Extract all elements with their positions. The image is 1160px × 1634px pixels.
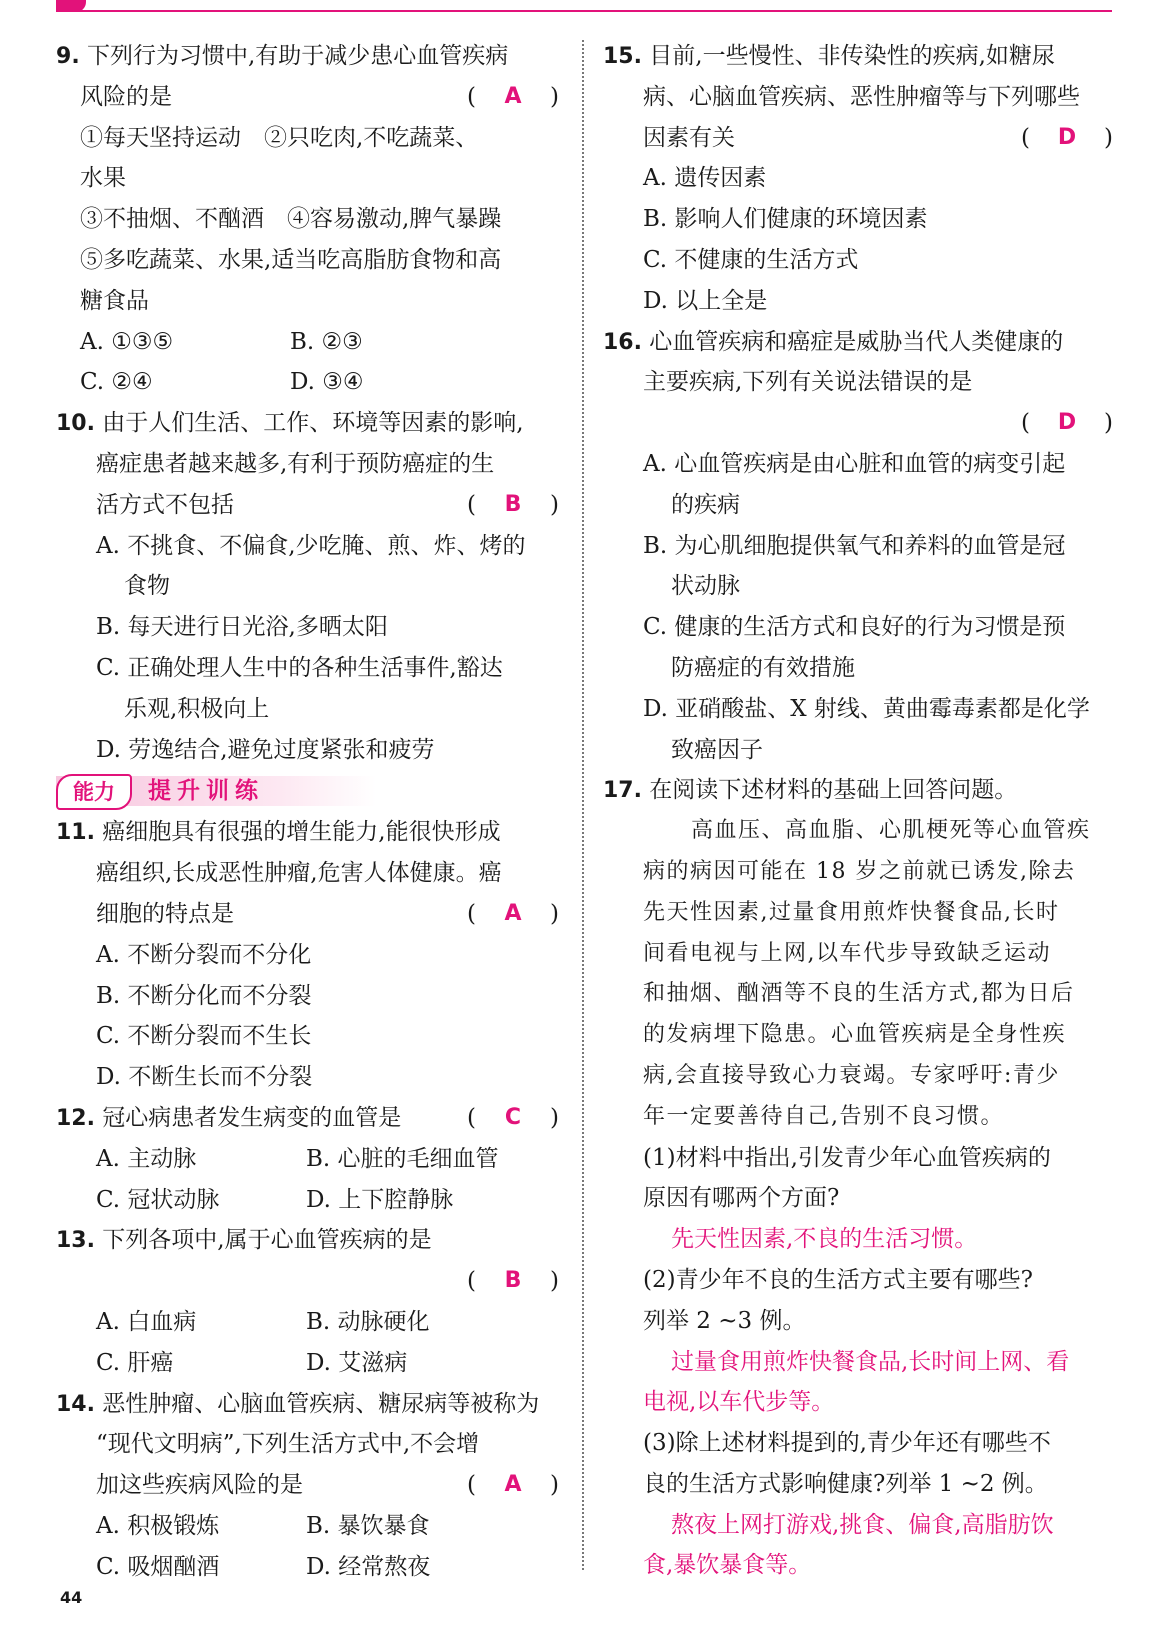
option-a: A. 遗传因素 (643, 165, 767, 192)
option-a: A. 不断分裂而不分化 (96, 941, 312, 968)
option-d: D. ③④ (290, 369, 364, 396)
option-c: C. 正确处理人生中的各种生活事件,豁达 (96, 654, 503, 681)
list-item: ⑤多吃蔬菜、水果,适当吃高脂肪食物和高 (80, 246, 502, 273)
header-rule (56, 10, 1112, 12)
answer-bracket: ( A ) (467, 1465, 559, 1506)
sub-answer-1: 先天性因素,不良的生活习惯。 (671, 1226, 978, 1253)
question-11: 11. 癌细胞具有很强的增生能力,能很快形成 癌组织,长成恶性肿瘤,危害人体健康。癌 细胞的特点是 ( A ) A. 不断分裂而不分化 B. 不断分化而不分裂 C. 不断分裂而不生长 D. 不断生长而不分裂 (56, 812, 559, 1098)
answer: D (1057, 410, 1077, 436)
question-text: 加这些疾病风险的是 (96, 1472, 303, 1499)
sub-question-3-cont: 良的生活方式影响健康?列举 1 ~2 例。 (643, 1470, 1048, 1497)
answer: A (504, 900, 522, 926)
option-a: A. 心血管疾病是由心脏和血管的病变引起 (643, 450, 1066, 477)
question-text: 因素有关 (643, 124, 735, 151)
answer-bracket: ( B ) (467, 485, 559, 526)
option-a: A. 白血病 (96, 1308, 197, 1335)
list-item: 糖食品 (80, 287, 149, 314)
answer: A (504, 83, 522, 109)
question-number: 15 (603, 44, 634, 69)
option-c: C. 肝癌 (96, 1349, 174, 1376)
option-a: A. 不挑食、不偏食,少吃腌、煎、炸、烤的 (96, 532, 526, 559)
answer-bracket: ( D ) (1021, 118, 1113, 159)
question-number: 12 (56, 1105, 87, 1131)
option-d: D. 艾滋病 (306, 1349, 408, 1376)
question-16: 16. 心血管疾病和癌症是威胁当代人类健康的 主要疾病,下列有关说法错误的是 ( D ) A. 心血管疾病是由心脏和血管的病变引起 的疾病 B. 为心肌细胞提供氧气和养料的血管是冠 状动脉 C. 健康的生活方式和良好的行为习惯是预 防癌症的有效措施 D. 亚硝酸盐、X 射线、黄曲霉毒素都是化学 致癌因子 (603, 322, 1113, 771)
question-text: 下列行为习惯中,有助于减少患心血管疾病 (86, 43, 509, 69)
question-text: 风险的是 (80, 83, 172, 110)
list-item: ①每天坚持运动 ②只吃肉,不吃蔬菜、 (80, 124, 479, 151)
option-c: C. 不健康的生活方式 (643, 246, 859, 273)
right-column (603, 36, 1113, 1586)
question-15: 15. 目前,一些慢性、非传染性的疾病,如糖尿 病、心脑血管疾病、恶性肿瘤等与下列哪些 因素有关 ( D ) A. 遗传因素 B. 影响人们健康的环境因素 C. 不健康的生活方式 D. 以上全是 (603, 36, 1113, 322)
question-text: 目前,一些慢性、非传染性的疾病,如糖尿 (649, 43, 1055, 69)
question-text: 主要疾病,下列有关说法错误的是 (643, 369, 973, 396)
answer-bracket: ( A ) (467, 77, 559, 118)
question-text: 在阅读下述材料的基础上回答问题。 (649, 777, 1018, 804)
answer: B (504, 491, 522, 517)
question-text: 下列各项中,属于心血管疾病的是 (102, 1227, 432, 1254)
sub-question-1: (1)材料中指出,引发青少年心血管疾病的 (643, 1144, 1051, 1171)
left-column (56, 36, 559, 1587)
option-d: D. 以上全是 (643, 287, 768, 314)
option-c-cont: 乐观,积极向上 (124, 695, 270, 722)
material-line: 的发病埋下隐患。心血管疾病是全身性疾 (643, 1022, 1067, 1048)
section-banner (56, 770, 559, 810)
question-text: 活方式不包括 (96, 491, 234, 518)
question-text: 细胞的特点是 (96, 900, 234, 927)
question-text: 癌细胞具有很强的增生能力,能很快形成 (102, 819, 501, 846)
question-text: 恶性肿瘤、心脑血管疾病、糖尿病等被称为 (102, 1390, 540, 1417)
sub-answer-2-cont: 电视,以车代步等。 (643, 1389, 835, 1416)
option-c: C. 吸烟酗酒 (96, 1553, 220, 1580)
answer: C (504, 1104, 522, 1130)
page-number: 44 (60, 1588, 83, 1607)
list-item: ③不抽烟、不酗酒 ④容易激动,脾气暴躁 (80, 206, 502, 233)
option-d: D. 不断生长而不分裂 (96, 1064, 313, 1091)
material-line: 和抽烟、酗酒等不良的生活方式,都为日后 (643, 981, 1075, 1007)
question-text: 心血管疾病和癌症是威胁当代人类健康的 (649, 328, 1064, 355)
option-d: D. 上下腔静脉 (306, 1186, 454, 1213)
sub-question-2-cont: 列举 2 ~3 例。 (643, 1307, 806, 1334)
sub-answer-2: 过量食用煎炸快餐食品,长时间上网、看 (671, 1348, 1070, 1375)
question-number: 13 (56, 1228, 87, 1254)
material-line: 先天性因素,过量食用煎炸快餐食品,长时 (643, 899, 1060, 925)
option-b: B. 暴饮暴食 (306, 1512, 430, 1539)
question-number: 9 (56, 44, 72, 69)
column-divider (582, 40, 584, 1570)
answer-bracket: ( A ) (467, 894, 559, 935)
question-text: 癌症患者越来越多,有利于预防癌症的生 (96, 450, 495, 477)
option-d: D. 经常熬夜 (306, 1553, 431, 1580)
option-a-cont: 的疾病 (671, 491, 740, 518)
option-d: D. 亚硝酸盐、X 射线、黄曲霉毒素都是化学 (643, 695, 1090, 722)
question-text: 由于人们生活、工作、环境等因素的影响, (102, 410, 524, 437)
option-a: A. 积极锻炼 (96, 1512, 220, 1539)
material-line: 年一定要善待自己,告别不良习惯。 (643, 1103, 1004, 1129)
question-13: 13. 下列各项中,属于心血管疾病的是 ( B ) A. 白血病 B. 动脉硬化 C. 肝癌 D. 艾滋病 (56, 1220, 559, 1383)
option-c: C. ②④ (80, 369, 153, 396)
answer: B (504, 1268, 522, 1294)
option-b: B. ②③ (290, 328, 363, 355)
option-b-cont: 状动脉 (671, 573, 740, 600)
question-number: 11 (56, 820, 87, 846)
answer: A (504, 1472, 522, 1498)
material-line: 病的病因可能在 18 岁之前就已诱发,除去 (643, 858, 1076, 884)
answer-bracket: ( D ) (1021, 403, 1113, 444)
option-a: A. 主动脉 (96, 1145, 197, 1172)
material-line: 间看电视与上网,以车代步导致缺乏运动 (643, 940, 1051, 966)
question-text: 病、心脑血管疾病、恶性肿瘤等与下列哪些 (643, 83, 1080, 110)
question-17: 17. 在阅读下述材料的基础上回答问题。 高血压、高血脂、心肌梗死等心血管疾 病的病因可能在 18 岁之前就已诱发,除去 先天性因素,过量食用煎炸快餐食品,长时 间看电视与上网,以车代步导致缺乏运动 和抽烟、酗酒等不良的生活方式,都为日后 的发病埋下隐患。心血管疾病是全身性疾 病,会直接导致心力衰竭。专家呼吁:青少 年一定要善待自己,告别不良习惯。 (1)材料中指出,引发青少年心血管疾病的 原因有哪两个方面? 先天性因素,不良的生活习惯。 (2)青少年不良的生活方式主要有哪些? 列举 2 ~3 例。 过量食用煎炸快餐食品,长时间上网、看 电视,以车代步等。 (3)除上述材料提到的,青少年还有哪些不 良的生活方式影响健康?列举 1 ~2 例。 熬夜上网打游戏,挑食、偏食,高脂肪饮 食,暴饮暴食等。 (603, 770, 1113, 1586)
question-12: 12. 冠心病患者发生病变的血管是 ( C ) A. 主动脉 B. 心脏的毛细血管 C. 冠状动脉 D. 上下腔静脉 (56, 1098, 559, 1220)
option-b: B. 每天进行日光浴,多晒太阳 (96, 614, 388, 641)
question-number: 16 (603, 329, 634, 355)
option-c: C. 不断分裂而不生长 (96, 1023, 312, 1050)
option-b: B. 动脉硬化 (306, 1308, 430, 1335)
question-text: 冠心病患者发生病变的血管是 (102, 1104, 402, 1131)
option-d-cont: 致癌因子 (671, 736, 763, 763)
option-c: C. 冠状动脉 (96, 1186, 220, 1213)
question-10: 10. 由于人们生活、工作、环境等因素的影响, 癌症患者越来越多,有利于预防癌症的生 活方式不包括 ( B ) A. 不挑食、不偏食,少吃腌、煎、炸、烤的 食物 B. 每天进行日光浴,多晒太阳 C. 正确处理人生中的各种生活事件,豁达 乐观,积极向上 D. 劳逸结合,避免过度紧张和疲劳 (56, 403, 559, 770)
answer-bracket: ( B ) (467, 1261, 559, 1302)
option-c: C. 健康的生活方式和良好的行为习惯是预 (643, 614, 1066, 641)
option-b: B. 影响人们健康的环境因素 (643, 206, 928, 233)
question-14: 14. 恶性肿瘤、心脑血管疾病、糖尿病等被称为 “现代文明病”,下列生活方式中,不会增 加这些疾病风险的是 ( A ) A. 积极锻炼 B. 暴饮暴食 C. 吸烟酗酒 D. 经常熬夜 (56, 1384, 559, 1588)
material-line: 高血压、高血脂、心肌梗死等心血管疾 (691, 818, 1091, 844)
list-item: 水果 (80, 165, 126, 192)
option-c-cont: 防癌症的有效措施 (671, 654, 855, 681)
sub-answer-3-cont: 食,暴饮暴食等。 (643, 1552, 812, 1579)
question-number: 14 (56, 1391, 87, 1417)
answer: D (1057, 124, 1077, 150)
sub-answer-3: 熬夜上网打游戏,挑食、偏食,高脂肪饮 (671, 1511, 1054, 1538)
option-a-cont: 食物 (124, 573, 170, 600)
question-number: 17 (603, 778, 634, 804)
option-b: B. 心脏的毛细血管 (306, 1145, 499, 1172)
header-bar (0, 0, 1160, 14)
answer-bracket: ( C ) (467, 1098, 559, 1139)
question-text: “现代文明病”,下列生活方式中,不会增 (96, 1431, 480, 1458)
option-d: D. 劳逸结合,避免过度紧张和疲劳 (96, 736, 435, 763)
question-text: 癌组织,长成恶性肿瘤,危害人体健康。癌 (96, 860, 502, 887)
material-line: 病,会直接导致心力衰竭。专家呼吁:青少 (643, 1062, 1060, 1088)
sub-question-2: (2)青少年不良的生活方式主要有哪些? (643, 1266, 1033, 1293)
option-b: B. 不断分化而不分裂 (96, 982, 312, 1009)
banner-tag: 能力 (56, 774, 132, 810)
option-b: B. 为心肌细胞提供氧气和养料的血管是冠 (643, 532, 1066, 559)
banner-title: 提升训练 (148, 778, 264, 805)
question-number: 10 (56, 411, 87, 437)
question-9: 9. 下列行为习惯中,有助于减少患心血管疾病 风险的是 ( A ) ①每天坚持运动 ②只吃肉,不吃蔬菜、 水果 ③不抽烟、不酗酒 ④容易激动,脾气暴躁 ⑤多吃蔬菜、水果,适当吃高脂肪食物和高 糖食品 A. ①③⑤ B. ②③ C. ②④ D. ③④ (56, 36, 559, 403)
sub-question-1-cont: 原因有哪两个方面? (643, 1185, 840, 1212)
option-a: A. ①③⑤ (80, 328, 174, 355)
sub-question-3: (3)除上述材料提到的,青少年还有哪些不 (643, 1430, 1051, 1457)
